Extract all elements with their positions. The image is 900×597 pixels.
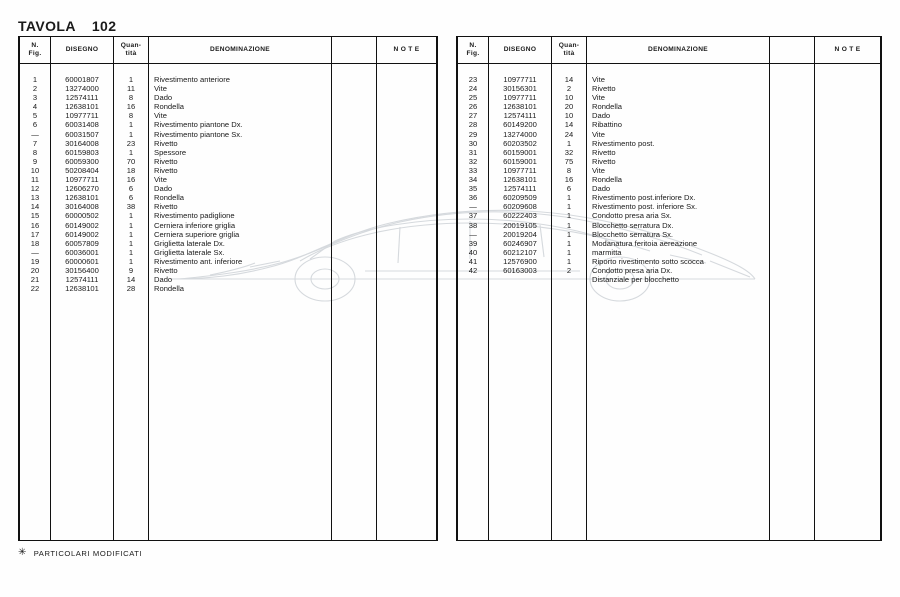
cell-denomination: Vite	[154, 111, 167, 121]
cell-fig: 37	[468, 211, 478, 221]
cell-denomination-column	[149, 64, 332, 541]
cell-qty: 70	[126, 156, 136, 166]
cell-fig: 30	[468, 138, 478, 148]
col-header-denomination: DENOMINAZIONE	[149, 37, 332, 64]
cell-qty: 24	[564, 129, 574, 139]
cell-drawing: 10977711	[503, 165, 537, 175]
col-header-qty-line2: tità	[125, 50, 137, 57]
cell-denomination: Rivetto	[154, 165, 178, 175]
cell-denomination: Blocchetto serratura Sx.	[592, 229, 674, 239]
col-header-fig-line2: Fig.	[28, 50, 42, 57]
cell-drawing: 60057809	[65, 238, 99, 248]
cell-fig: 23	[468, 75, 478, 84]
cell-denomination: Riporto rivestimento sotto scocca	[592, 256, 704, 266]
table-body-row	[20, 64, 437, 541]
footer-note	[18, 548, 142, 558]
cell-qty: 8	[128, 111, 134, 121]
cell-qty: 14	[564, 75, 574, 84]
cell-drawing: 20019105	[503, 220, 537, 230]
cell-denomination: Rivestimento post.inferiore Dx.	[592, 193, 696, 203]
cell-drawing: 13274000	[65, 84, 99, 94]
parts-table-left	[18, 36, 438, 541]
cell-fig: 39	[468, 238, 478, 248]
title-number: 102	[91, 18, 117, 34]
col-header-fig	[20, 37, 51, 64]
cell-qty: 1	[128, 220, 134, 230]
cell-fig: 41	[468, 256, 478, 266]
cell-drawing: 60159001	[503, 156, 537, 166]
cell-denomination: Modanatura feritoia aereazione	[592, 238, 698, 248]
cell-drawing: 20019204	[503, 229, 537, 239]
cell-drawing: 60212107	[503, 247, 537, 257]
cell-fig: 18	[30, 238, 40, 248]
cell-drawing: 12574111	[65, 275, 99, 285]
cell-qty: 8	[128, 93, 134, 103]
cell-drawing: 60222403	[503, 211, 537, 221]
cell-qty: 16	[564, 175, 574, 185]
cell-drawing: 12606270	[65, 184, 99, 194]
cell-drawing: 60159803	[65, 147, 99, 157]
cell-qty: 16	[126, 102, 136, 112]
cell-drawing: 60149200	[503, 120, 537, 130]
cell-fig-column	[20, 64, 51, 541]
cell-qty: 28	[126, 284, 136, 294]
cell-qty: 20	[564, 102, 574, 112]
cell-qty: 18	[126, 165, 136, 175]
cell-denomination: Vite	[154, 84, 167, 94]
cell-denomination: Spessore	[154, 147, 187, 157]
cell-qty: 1	[566, 220, 572, 230]
cell-denomination: Rivestimento anteriore	[154, 75, 230, 84]
cell-fig: 40	[468, 247, 478, 257]
table-header-row	[458, 37, 881, 64]
cell-drawing: 10977711	[65, 111, 99, 121]
footer-note-text: PARTICOLARI MODIFICATI	[33, 548, 143, 558]
col-header-note: N O T E	[815, 37, 881, 64]
cell-fig: 3	[32, 93, 38, 103]
cell-qty: 6	[566, 184, 572, 194]
cell-fig: 35	[468, 184, 478, 194]
cell-fig: 21	[30, 275, 40, 285]
cell-fig: —	[31, 247, 39, 257]
col-header-denomination: DENOMINAZIONE	[587, 37, 770, 64]
cell-fig: 22	[30, 284, 40, 294]
cell-note-column	[815, 64, 881, 541]
cell-drawing: 12638101	[65, 193, 99, 203]
cell-fig: 29	[468, 129, 478, 139]
cell-denomination: Vite	[592, 75, 605, 84]
col-header-qty	[552, 37, 587, 64]
col-header-blank	[770, 37, 815, 64]
parts-table-right	[456, 36, 882, 541]
cell-drawing: 60203502	[503, 138, 537, 148]
cell-denomination: Dado	[154, 93, 173, 103]
cell-denomination: Cerniera inferiore griglia	[154, 220, 236, 230]
cell-drawing: 60209608	[503, 202, 537, 212]
cell-qty: 75	[564, 156, 574, 166]
cell-denomination: Rivetto	[592, 84, 616, 94]
col-header-note: N O T E	[377, 37, 437, 64]
cell-qty: 2	[566, 84, 572, 94]
cell-denomination: Dado	[154, 275, 173, 285]
cell-fig: 25	[468, 93, 478, 103]
cell-qty: 14	[564, 120, 574, 130]
col-header-qty-line1: Quan-	[120, 42, 142, 50]
cell-qty: 1	[566, 138, 572, 148]
cell-drawing: 60031507	[65, 129, 99, 139]
cell-denomination: Griglietta laterale Dx.	[154, 238, 225, 248]
col-header-fig-line2: Fig.	[466, 50, 480, 57]
cell-fig: 13	[30, 193, 40, 203]
cell-denomination: Vite	[154, 175, 167, 185]
col-header-drawing: DISEGNO	[51, 37, 114, 64]
cell-drawing: 60000601	[65, 256, 99, 266]
cell-qty: 1	[128, 238, 134, 248]
cell-fig: 26	[468, 102, 478, 112]
cell-qty: 2	[566, 265, 572, 275]
cell-denomination: Rivetto	[154, 156, 178, 166]
cell-fig: 11	[31, 175, 39, 185]
cell-qty: 1	[128, 75, 134, 84]
cell-qty: 11	[127, 84, 135, 94]
cell-drawing: 30164008	[65, 202, 99, 212]
cell-fig: 33	[468, 165, 478, 175]
col-header-fig	[458, 37, 489, 64]
cell-fig: 8	[32, 147, 38, 157]
cell-fig: 7	[32, 138, 38, 148]
cell-qty: 6	[128, 193, 134, 203]
table-body-row	[458, 64, 881, 541]
cell-fig: 16	[30, 220, 40, 230]
col-header-fig-line1: N.	[469, 42, 477, 50]
cell-fig: 14	[30, 202, 40, 212]
cell-denomination: Rivetto	[592, 156, 616, 166]
cell-drawing: 60031408	[65, 120, 99, 130]
cell-denomination: Dado	[592, 111, 611, 121]
cell-qty: 1	[128, 211, 134, 221]
cell-drawing: 10977711	[503, 93, 537, 103]
cell-denomination: Dado	[592, 184, 611, 194]
cell-fig: 31	[468, 147, 478, 157]
cell-blank-column	[770, 64, 815, 541]
cell-qty: 1	[566, 193, 572, 203]
cell-fig-column	[458, 64, 489, 541]
cell-denomination: Rivestimento post. inferiore Sx.	[592, 202, 698, 212]
cell-fig: 27	[468, 111, 478, 121]
cell-drawing: 10977711	[503, 75, 537, 84]
cell-qty: 14	[126, 275, 136, 285]
cell-qty: 1	[566, 238, 572, 248]
cell-drawing: 12574111	[65, 93, 99, 103]
cell-drawing: 60036001	[65, 247, 99, 257]
cell-denomination: Rondella	[154, 102, 184, 112]
cell-qty: 6	[128, 184, 134, 194]
cell-drawing: 10977711	[65, 175, 99, 185]
cell-qty: 1	[566, 256, 572, 266]
cell-denomination: Rivestimento piantone Sx.	[154, 129, 243, 139]
cell-fig: 28	[468, 120, 478, 130]
cell-drawing-column	[489, 64, 552, 541]
cell-denomination: Griglietta laterale Sx.	[154, 247, 225, 257]
cell-denomination: Vite	[592, 93, 605, 103]
cell-fig: 19	[30, 256, 40, 266]
col-header-qty-line1: Quan-	[558, 42, 580, 50]
cell-drawing: 50208404	[65, 165, 99, 175]
cell-denomination: Condotto presa aria Sx.	[592, 211, 672, 221]
cell-fig: 6	[32, 120, 38, 130]
cell-denomination: Vite	[592, 129, 605, 139]
cell-qty: 1	[566, 229, 572, 239]
cell-fig: 2	[32, 84, 38, 94]
cell-drawing: 12638101	[503, 102, 537, 112]
cell-qty: 1	[128, 229, 134, 239]
cell-fig: 15	[30, 211, 40, 221]
cell-fig: 10	[30, 165, 40, 175]
cell-drawing: 60159001	[503, 147, 537, 157]
cell-fig: 34	[468, 175, 478, 185]
cell-qty: 38	[126, 202, 136, 212]
cell-note-column	[377, 64, 437, 541]
cell-fig: 17	[30, 229, 40, 239]
cell-drawing-column	[51, 64, 114, 541]
cell-drawing: 30156301	[503, 84, 537, 94]
cell-qty: 1	[128, 247, 134, 257]
cell-fig: 32	[468, 156, 478, 166]
cell-fig: 4	[32, 102, 38, 112]
cell-denomination: Dado	[154, 184, 173, 194]
cell-qty: 10	[564, 111, 574, 121]
cell-drawing: 30164008	[65, 138, 99, 148]
cell-denomination: Rondella	[154, 284, 184, 294]
cell-qty: 32	[564, 147, 574, 157]
cell-fig: 20	[30, 265, 40, 275]
cell-blank-column	[332, 64, 377, 541]
cell-denomination: Rivestimento piantone Dx.	[154, 120, 243, 130]
cell-denomination: Ribattino	[592, 120, 622, 130]
cell-qty: 1	[566, 211, 572, 221]
cell-drawing: 12638101	[503, 175, 537, 185]
cell-drawing: 60001807	[65, 75, 99, 84]
cell-drawing: 30156400	[65, 265, 99, 275]
cell-drawing: 60149002	[65, 220, 99, 230]
cell-qty: 1	[128, 129, 134, 139]
cell-qty-column	[114, 64, 149, 541]
cell-denomination: Vite	[592, 165, 605, 175]
cell-denomination: Rivetto	[154, 138, 178, 148]
cell-denomination: Rivetto	[154, 265, 178, 275]
col-header-drawing: DISEGNO	[489, 37, 552, 64]
cell-qty: 1	[128, 256, 134, 266]
cell-qty-column	[552, 64, 587, 541]
cell-fig: —	[469, 202, 477, 212]
cell-drawing: 12638101	[65, 284, 99, 294]
cell-drawing: 13274000	[503, 129, 537, 139]
cell-qty: 1	[566, 247, 572, 257]
cell-denomination: Rivestimento post.	[592, 138, 655, 148]
cell-fig: —	[469, 229, 477, 239]
cell-denomination: Rondella	[592, 175, 622, 185]
cell-qty: 1	[566, 202, 572, 212]
cell-drawing: 12638101	[65, 102, 99, 112]
cell-qty: 8	[566, 165, 572, 175]
cell-drawing: 12574111	[503, 184, 537, 194]
cell-denomination: Rivetto	[154, 202, 178, 212]
cell-fig: 36	[468, 193, 478, 203]
cell-denomination: Condotto presa aria Dx.	[592, 265, 673, 275]
cell-drawing: 12576900	[503, 256, 537, 266]
cell-drawing: 12574111	[503, 111, 537, 121]
cell-drawing: 60163003	[503, 265, 537, 275]
cell-denomination: Rivetto	[592, 147, 616, 157]
cell-denomination: Rivestimento padiglione	[154, 211, 235, 221]
cell-fig: 12	[30, 184, 40, 194]
cell-denomination: Rondella	[592, 102, 622, 112]
cell-fig: 9	[32, 156, 38, 166]
asterisk-icon: ✳	[18, 547, 27, 558]
cell-denomination-column	[587, 64, 770, 541]
col-header-blank	[332, 37, 377, 64]
cell-drawing: 60000502	[65, 211, 99, 221]
cell-fig: 5	[32, 111, 38, 121]
table-header-row	[20, 37, 437, 64]
col-header-qty-line2: tità	[563, 50, 575, 57]
title-word: TAVOLA	[18, 18, 76, 34]
cell-fig: 24	[468, 84, 478, 94]
cell-fig: 42	[468, 265, 478, 275]
cell-qty: 1	[128, 147, 134, 157]
cell-qty: 9	[128, 265, 134, 275]
cell-denomination: Cerniera superiore griglia	[154, 229, 240, 239]
cell-qty: 10	[564, 93, 574, 103]
cell-fig: 38	[468, 220, 478, 230]
cell-drawing: 60149002	[65, 229, 99, 239]
col-header-qty	[114, 37, 149, 64]
cell-drawing: 60059300	[65, 156, 99, 166]
cell-fig: —	[31, 129, 39, 139]
cell-denomination: Rivestimento ant. inferiore	[154, 256, 243, 266]
cell-denomination: Blocchetto serratura Dx.	[592, 220, 674, 230]
cell-qty: 1	[128, 120, 134, 130]
cell-drawing: 60246907	[503, 238, 537, 248]
cell-qty: 23	[126, 138, 136, 148]
cell-denomination: marmitta	[592, 247, 622, 257]
cell-qty: 16	[126, 175, 136, 185]
cell-denomination: Distanziale per blocchetto	[592, 275, 679, 285]
cell-denomination: Rondella	[154, 193, 184, 203]
col-header-fig-line1: N.	[31, 42, 39, 50]
cell-fig: 1	[32, 75, 38, 84]
cell-drawing: 60209509	[503, 193, 537, 203]
page-title	[18, 18, 116, 34]
